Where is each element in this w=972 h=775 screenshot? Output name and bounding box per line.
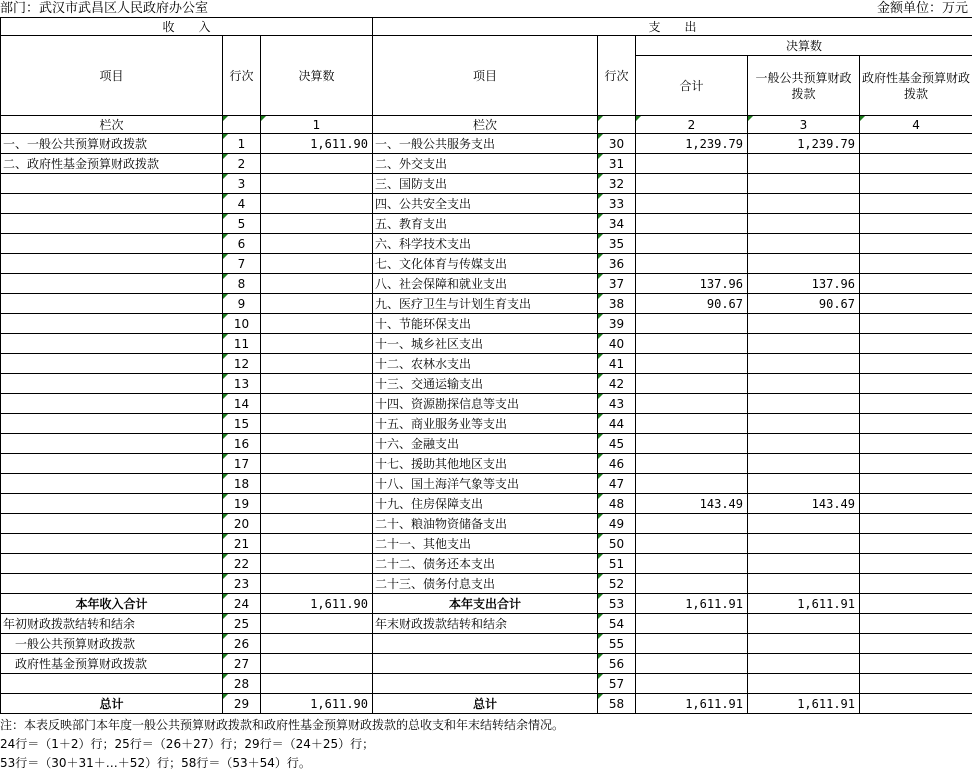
expense-item-cell (373, 674, 598, 694)
expense-item-cell: 二十三、债务付息支出 (373, 574, 598, 594)
income-amount-cell: 1,611.90 (261, 694, 373, 714)
expense-item-cell: 七、文化体育与传媒支出 (373, 254, 598, 274)
income-col-index-no (223, 116, 261, 134)
footnote-line: 24行＝（1＋2）行；25行＝（26＋27）行；29行＝（24＋25）行； (0, 737, 375, 751)
expense-general-cell (748, 254, 860, 274)
expense-general-cell (748, 574, 860, 594)
expense-row-no-cell: 35 (598, 234, 636, 254)
income-item-cell: 年初财政拨款结转和结余 (1, 614, 223, 634)
expense-general-cell (748, 634, 860, 654)
expense-row-no-cell: 55 (598, 634, 636, 654)
expense-total-cell (636, 374, 748, 394)
expense-fund-cell (860, 254, 972, 274)
expense-row-no-cell: 57 (598, 674, 636, 694)
income-row-no-cell: 15 (223, 414, 261, 434)
table-row (1, 274, 972, 294)
income-amount-cell (261, 194, 373, 214)
expense-row-no-header: 行次 (598, 36, 636, 116)
income-item-cell (1, 434, 223, 454)
income-row-no-cell: 3 (223, 174, 261, 194)
income-amount-cell (261, 294, 373, 314)
income-amount-cell (261, 354, 373, 374)
expense-fund-cell (860, 214, 972, 234)
income-row-no-cell: 1 (223, 134, 261, 154)
income-amount-cell (261, 674, 373, 694)
income-item-cell: 一般公共预算财政拨款 (1, 634, 223, 654)
expense-general-cell (748, 514, 860, 534)
expense-fund-cell (860, 314, 972, 334)
income-row-no-cell: 10 (223, 314, 261, 334)
expense-row-no-cell: 49 (598, 514, 636, 534)
expense-total-cell (636, 574, 748, 594)
income-row-no-cell: 19 (223, 494, 261, 514)
expense-total-cell: 90.67 (636, 294, 748, 314)
expense-row-no-cell: 42 (598, 374, 636, 394)
income-item-cell (1, 214, 223, 234)
table-row (1, 294, 972, 314)
expense-general-cell (748, 554, 860, 574)
expense-total-cell (636, 174, 748, 194)
income-row-no-cell: 22 (223, 554, 261, 574)
expense-general-cell (748, 174, 860, 194)
expense-total-cell (636, 474, 748, 494)
final-amount-group-header: 决算数 (636, 36, 972, 56)
fiscal-summary-table (0, 17, 972, 714)
expense-row-no-cell: 52 (598, 574, 636, 594)
income-amount-cell (261, 474, 373, 494)
income-item-cell (1, 374, 223, 394)
department-label: 部门：武汉市武昌区人民政府办公室 (0, 1, 209, 16)
income-item-cell: 总计 (1, 694, 223, 714)
expense-total-cell (636, 354, 748, 374)
table-row (1, 414, 972, 434)
expense-row-no-cell: 51 (598, 554, 636, 574)
expense-general-cell (748, 474, 860, 494)
income-row-no-cell: 20 (223, 514, 261, 534)
table-row (1, 654, 972, 674)
expense-row-no-cell: 30 (598, 134, 636, 154)
expense-general-cell (748, 454, 860, 474)
income-col-index-label: 栏次 (1, 116, 223, 134)
expense-col-index-2: 2 (636, 116, 748, 134)
expense-item-cell: 本年支出合计 (373, 594, 598, 614)
expense-total-cell (636, 154, 748, 174)
expense-item-cell: 五、教育支出 (373, 214, 598, 234)
expense-fund-cell (860, 514, 972, 534)
expense-general-cell: 1,611.91 (748, 694, 860, 714)
table-row (1, 354, 972, 374)
income-row-no-cell: 7 (223, 254, 261, 274)
expense-row-no-cell: 31 (598, 154, 636, 174)
income-row-no-cell: 2 (223, 154, 261, 174)
income-item-cell (1, 574, 223, 594)
expense-row-no-cell: 54 (598, 614, 636, 634)
income-amount-cell (261, 214, 373, 234)
unit-label: 金额单位：万元 (876, 1, 968, 16)
expense-item-cell: 十三、交通运输支出 (373, 374, 598, 394)
income-item-cell (1, 314, 223, 334)
expense-row-no-cell: 39 (598, 314, 636, 334)
expense-row-no-cell: 56 (598, 654, 636, 674)
expense-total-cell (636, 674, 748, 694)
footnotes (0, 716, 972, 773)
table-row (1, 454, 972, 474)
expense-general-cell (748, 654, 860, 674)
expense-fund-cell (860, 594, 972, 614)
expense-row-no-cell: 45 (598, 434, 636, 454)
table-row (1, 374, 972, 394)
income-row-no-cell: 11 (223, 334, 261, 354)
expense-row-no-cell: 43 (598, 394, 636, 414)
general-budget-header: 一般公共预算财政拨款 (748, 56, 860, 116)
expense-fund-cell (860, 374, 972, 394)
income-row-no-cell: 23 (223, 574, 261, 594)
expense-general-cell (748, 434, 860, 454)
income-row-no-cell: 24 (223, 594, 261, 614)
expense-general-cell: 90.67 (748, 294, 860, 314)
expense-item-cell: 总计 (373, 694, 598, 714)
income-amount-cell (261, 334, 373, 354)
fund-budget-header: 政府性基金预算财政拨款 (860, 56, 972, 116)
income-row-no-cell: 29 (223, 694, 261, 714)
table-row (1, 614, 972, 634)
expense-total-cell (636, 214, 748, 234)
income-item-cell (1, 454, 223, 474)
income-amount-cell (261, 634, 373, 654)
income-item-cell: 本年收入合计 (1, 594, 223, 614)
income-row-no-cell: 6 (223, 234, 261, 254)
expense-item-cell: 一、一般公共服务支出 (373, 134, 598, 154)
income-item-cell (1, 274, 223, 294)
income-row-no-cell: 26 (223, 634, 261, 654)
income-row-no-cell: 4 (223, 194, 261, 214)
income-item-cell (1, 174, 223, 194)
expense-fund-cell (860, 354, 972, 374)
income-item-cell (1, 474, 223, 494)
expense-group-header: 支 出 (373, 18, 972, 36)
income-row-no-cell: 5 (223, 214, 261, 234)
expense-row-no-cell: 40 (598, 334, 636, 354)
expense-item-cell: 二十一、其他支出 (373, 534, 598, 554)
income-row-no-cell: 25 (223, 614, 261, 634)
income-amount-cell: 1,611.90 (261, 594, 373, 614)
expense-general-cell (748, 314, 860, 334)
expense-item-cell: 六、科学技术支出 (373, 234, 598, 254)
expense-total-cell (636, 434, 748, 454)
expense-total-cell (636, 654, 748, 674)
income-item-cell: 政府性基金预算财政拨款 (1, 654, 223, 674)
income-amount-cell (261, 314, 373, 334)
expense-total-cell: 137.96 (636, 274, 748, 294)
expense-general-cell (748, 194, 860, 214)
income-amount-cell (261, 494, 373, 514)
income-item-cell (1, 334, 223, 354)
expense-fund-cell (860, 654, 972, 674)
expense-col-index-label: 栏次 (373, 116, 598, 134)
income-amount-cell (261, 374, 373, 394)
expense-general-cell (748, 234, 860, 254)
income-amount-cell (261, 414, 373, 434)
table-row (1, 214, 972, 234)
expense-row-no-cell: 48 (598, 494, 636, 514)
income-item-cell (1, 234, 223, 254)
table-row (1, 254, 972, 274)
income-item-cell (1, 354, 223, 374)
expense-fund-cell (860, 394, 972, 414)
table-row (1, 594, 972, 614)
expense-general-cell (748, 374, 860, 394)
expense-general-cell (748, 334, 860, 354)
table-row (1, 674, 972, 694)
expense-general-cell: 1,239.79 (748, 134, 860, 154)
expense-fund-cell (860, 614, 972, 634)
expense-fund-cell (860, 494, 972, 514)
expense-col-index-4: 4 (860, 116, 972, 134)
expense-row-no-cell: 53 (598, 594, 636, 614)
table-row (1, 174, 972, 194)
expense-general-cell: 1,611.91 (748, 594, 860, 614)
expense-item-cell: 十五、商业服务业等支出 (373, 414, 598, 434)
footnote-line: 53行＝（30＋31＋…＋52）行；58行＝（53＋54）行。 (0, 756, 311, 770)
expense-row-no-cell: 58 (598, 694, 636, 714)
income-amount-cell (261, 254, 373, 274)
expense-item-cell: 二十二、债务还本支出 (373, 554, 598, 574)
table-row (1, 314, 972, 334)
income-row-no-cell: 28 (223, 674, 261, 694)
expense-item-header: 项目 (373, 36, 598, 116)
income-item-cell (1, 554, 223, 574)
income-amount-cell (261, 454, 373, 474)
expense-general-cell (748, 214, 860, 234)
income-item-cell (1, 394, 223, 414)
income-group-header: 收 入 (1, 18, 373, 36)
income-amount-cell: 1,611.90 (261, 134, 373, 154)
table-row (1, 134, 972, 154)
expense-row-no-cell: 33 (598, 194, 636, 214)
expense-general-cell (748, 394, 860, 414)
expense-row-no-cell: 44 (598, 414, 636, 434)
income-row-no-cell: 18 (223, 474, 261, 494)
expense-general-cell (748, 674, 860, 694)
table-row (1, 494, 972, 514)
expense-fund-cell (860, 194, 972, 214)
expense-fund-cell (860, 294, 972, 314)
expense-fund-cell (860, 434, 972, 454)
income-amount-cell (261, 534, 373, 554)
expense-total-cell (636, 234, 748, 254)
expense-total-cell (636, 534, 748, 554)
income-row-no-cell: 21 (223, 534, 261, 554)
table-row (1, 234, 972, 254)
expense-fund-cell (860, 174, 972, 194)
income-item-header: 项目 (1, 36, 223, 116)
expense-total-cell: 143.49 (636, 494, 748, 514)
expense-fund-cell (860, 134, 972, 154)
expense-col-index-no (598, 116, 636, 134)
table-row (1, 534, 972, 554)
expense-fund-cell (860, 554, 972, 574)
expense-item-cell: 十、节能环保支出 (373, 314, 598, 334)
table-row (1, 694, 972, 714)
expense-item-cell: 三、国防支出 (373, 174, 598, 194)
expense-row-no-cell: 38 (598, 294, 636, 314)
expense-fund-cell (860, 474, 972, 494)
expense-item-cell: 十八、国土海洋气象等支出 (373, 474, 598, 494)
table-row (1, 394, 972, 414)
expense-fund-cell (860, 694, 972, 714)
expense-fund-cell (860, 274, 972, 294)
expense-item-cell: 十四、资源勘探信息等支出 (373, 394, 598, 414)
expense-col-index-3: 3 (748, 116, 860, 134)
expense-total-cell (636, 554, 748, 574)
expense-total-cell (636, 614, 748, 634)
income-row-no-cell: 14 (223, 394, 261, 414)
income-amount-header: 决算数 (261, 36, 373, 116)
expense-total-cell (636, 514, 748, 534)
income-item-cell (1, 414, 223, 434)
table-row (1, 434, 972, 454)
expense-fund-cell (860, 634, 972, 654)
expense-total-cell (636, 334, 748, 354)
income-amount-cell (261, 274, 373, 294)
income-amount-cell (261, 174, 373, 194)
expense-row-no-cell: 32 (598, 174, 636, 194)
expense-row-no-cell: 47 (598, 474, 636, 494)
income-amount-cell (261, 234, 373, 254)
income-amount-cell (261, 554, 373, 574)
income-item-cell (1, 194, 223, 214)
table-row (1, 154, 972, 174)
expense-general-cell (748, 614, 860, 634)
expense-general-cell (748, 354, 860, 374)
income-item-cell: 二、政府性基金预算财政拨款 (1, 154, 223, 174)
expense-row-no-cell: 34 (598, 214, 636, 234)
expense-fund-cell (860, 414, 972, 434)
expense-item-cell: 二十、粮油物资储备支出 (373, 514, 598, 534)
expense-total-cell (636, 194, 748, 214)
expense-general-cell: 137.96 (748, 274, 860, 294)
expense-row-no-cell: 36 (598, 254, 636, 274)
income-item-cell (1, 254, 223, 274)
income-amount-cell (261, 654, 373, 674)
table-row (1, 194, 972, 214)
income-row-no-cell: 17 (223, 454, 261, 474)
expense-item-cell: 九、医疗卫生与计划生育支出 (373, 294, 598, 314)
table-row (1, 474, 972, 494)
expense-item-cell (373, 654, 598, 674)
expense-fund-cell (860, 154, 972, 174)
expense-row-no-cell: 46 (598, 454, 636, 474)
expense-total-cell (636, 454, 748, 474)
table-row (1, 334, 972, 354)
income-item-cell (1, 534, 223, 554)
expense-general-cell: 143.49 (748, 494, 860, 514)
expense-fund-cell (860, 574, 972, 594)
expense-total-cell: 1,611.91 (636, 594, 748, 614)
expense-fund-cell (860, 534, 972, 554)
expense-total-cell (636, 254, 748, 274)
income-row-no-cell: 13 (223, 374, 261, 394)
table-row (1, 554, 972, 574)
income-item-cell (1, 514, 223, 534)
income-item-cell (1, 294, 223, 314)
total-header: 合计 (636, 56, 748, 116)
expense-total-cell (636, 414, 748, 434)
expense-item-cell: 四、公共安全支出 (373, 194, 598, 214)
expense-general-cell (748, 414, 860, 434)
table-row (1, 574, 972, 594)
expense-fund-cell (860, 674, 972, 694)
income-amount-cell (261, 614, 373, 634)
income-col-index-1: 1 (261, 116, 373, 134)
income-amount-cell (261, 154, 373, 174)
expense-row-no-cell: 50 (598, 534, 636, 554)
income-item-cell: 一、一般公共预算财政拨款 (1, 134, 223, 154)
expense-fund-cell (860, 334, 972, 354)
expense-fund-cell (860, 454, 972, 474)
expense-general-cell (748, 534, 860, 554)
table-row (1, 634, 972, 654)
expense-item-cell: 年末财政拨款结转和结余 (373, 614, 598, 634)
table-row (1, 514, 972, 534)
expense-item-cell: 十六、金融支出 (373, 434, 598, 454)
expense-fund-cell (860, 234, 972, 254)
income-item-cell (1, 674, 223, 694)
income-amount-cell (261, 574, 373, 594)
expense-row-no-cell: 41 (598, 354, 636, 374)
expense-item-cell: 十九、住房保障支出 (373, 494, 598, 514)
income-row-no-cell: 12 (223, 354, 261, 374)
income-row-no-header: 行次 (223, 36, 261, 116)
income-amount-cell (261, 394, 373, 414)
expense-row-no-cell: 37 (598, 274, 636, 294)
expense-total-cell (636, 394, 748, 414)
income-amount-cell (261, 514, 373, 534)
income-row-no-cell: 8 (223, 274, 261, 294)
expense-total-cell: 1,611.91 (636, 694, 748, 714)
expense-general-cell (748, 154, 860, 174)
expense-total-cell (636, 314, 748, 334)
income-item-cell (1, 494, 223, 514)
income-row-no-cell: 16 (223, 434, 261, 454)
expense-item-cell: 十一、城乡社区支出 (373, 334, 598, 354)
footnote-line: 注：本表反映部门本年度一般公共预算财政拨款和政府性基金预算财政拨款的总收支和年末结转结余情况。 (0, 718, 565, 732)
expense-item-cell: 八、社会保障和就业支出 (373, 274, 598, 294)
expense-item-cell: 十二、农林水支出 (373, 354, 598, 374)
income-row-no-cell: 9 (223, 294, 261, 314)
expense-item-cell: 十七、援助其他地区支出 (373, 454, 598, 474)
income-row-no-cell: 27 (223, 654, 261, 674)
expense-item-cell (373, 634, 598, 654)
expense-item-cell: 二、外交支出 (373, 154, 598, 174)
income-amount-cell (261, 434, 373, 454)
expense-total-cell (636, 634, 748, 654)
expense-total-cell: 1,239.79 (636, 134, 748, 154)
